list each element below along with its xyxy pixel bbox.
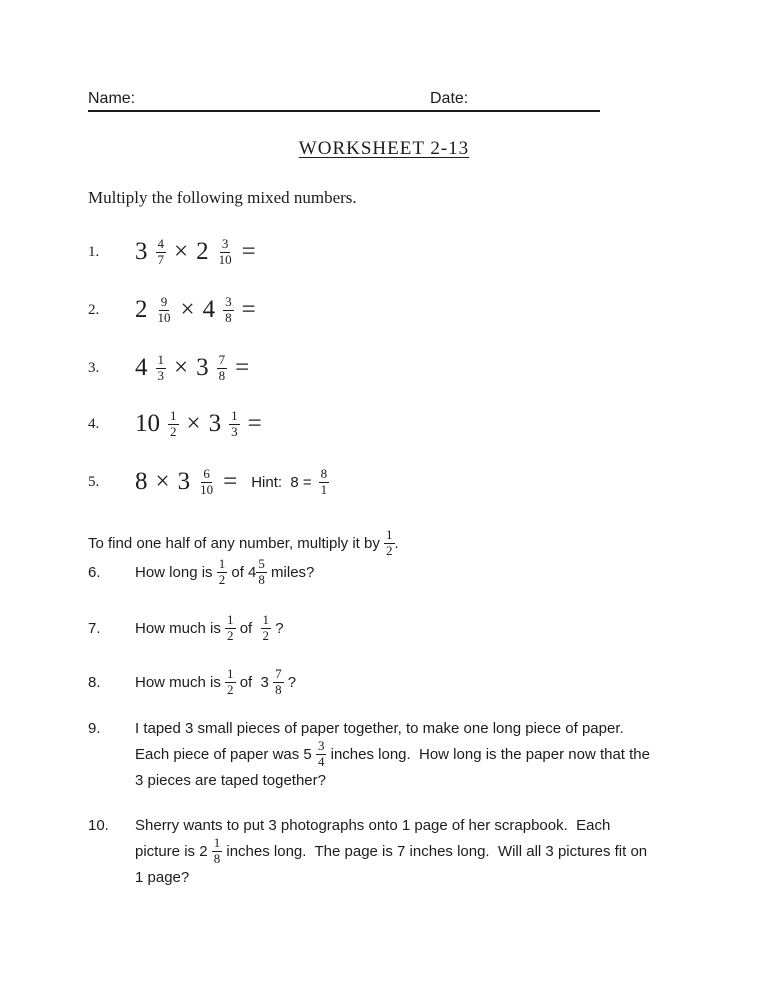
fraction-denominator: 8 bbox=[218, 367, 226, 383]
fraction-numerator: 1 bbox=[170, 408, 177, 424]
fraction-denominator: 3 bbox=[231, 423, 238, 439]
equals-sign: = bbox=[241, 296, 256, 323]
instruction-text: Multiply the following mixed numbers. bbox=[88, 188, 357, 207]
fraction-numerator: 4 bbox=[157, 236, 164, 252]
question-text: picture is 2 bbox=[135, 842, 212, 860]
whole-number: 2 bbox=[135, 296, 148, 323]
fraction-numerator: 6 bbox=[203, 466, 210, 482]
name-label: Name: bbox=[88, 90, 136, 107]
note-text: To find one half of any number, multiply it by bbox=[88, 534, 384, 552]
fraction bbox=[316, 739, 327, 768]
problem-1 bbox=[88, 230, 256, 274]
fraction-numerator: 1 bbox=[213, 835, 221, 851]
fraction bbox=[273, 667, 284, 696]
equals-sign: = bbox=[235, 354, 250, 381]
math-expression bbox=[135, 409, 262, 438]
fraction-denominator: 8 bbox=[258, 571, 265, 587]
fraction-denominator: 10 bbox=[200, 481, 214, 497]
problem-number: 2. bbox=[88, 301, 100, 318]
fraction-numerator: 8 bbox=[320, 466, 328, 482]
name-date-line bbox=[88, 88, 600, 112]
math-expression bbox=[135, 237, 256, 266]
problem-3 bbox=[88, 346, 249, 390]
whole-number: 3 bbox=[135, 238, 148, 265]
fraction bbox=[225, 613, 236, 642]
equals-sign: = bbox=[247, 410, 262, 437]
fraction-numerator: 1 bbox=[231, 408, 238, 424]
problem-7 bbox=[88, 613, 284, 643]
question-text: 3 pieces are taped together? bbox=[135, 771, 326, 789]
question-text: of 4 bbox=[227, 563, 257, 581]
question-text: of bbox=[235, 619, 261, 637]
fraction bbox=[225, 667, 236, 696]
fraction bbox=[384, 528, 395, 557]
question-text: ? bbox=[271, 619, 284, 637]
multiply-sign: × bbox=[174, 238, 189, 265]
fraction bbox=[212, 836, 223, 865]
problem-number: 3. bbox=[88, 359, 100, 376]
fraction bbox=[229, 409, 240, 438]
fraction bbox=[223, 295, 234, 324]
fraction-numerator: 7 bbox=[218, 352, 226, 368]
question-text: How much is bbox=[135, 673, 226, 691]
word-problem-text bbox=[135, 667, 296, 696]
whole-number: 10 bbox=[135, 410, 160, 437]
fraction-numerator: 3 bbox=[317, 738, 325, 754]
note-period: . bbox=[394, 534, 399, 552]
question-text: ? bbox=[283, 673, 297, 691]
equals-sign: = bbox=[241, 238, 256, 265]
fraction bbox=[168, 409, 179, 438]
question-text: miles? bbox=[266, 563, 315, 581]
hint-text: Hint: 8 = bbox=[251, 473, 312, 491]
fraction bbox=[319, 467, 330, 496]
fraction-denominator: 8 bbox=[225, 309, 232, 325]
fraction bbox=[217, 353, 228, 382]
problem-5 bbox=[88, 460, 329, 504]
fraction-denominator: 2 bbox=[386, 542, 393, 558]
fraction-denominator: 2 bbox=[227, 681, 234, 697]
fraction-denominator: 1 bbox=[320, 481, 328, 497]
multiply-sign: × bbox=[186, 410, 201, 437]
problem-number: 1. bbox=[88, 243, 100, 260]
problem-4 bbox=[88, 402, 262, 446]
question-text: of 3 bbox=[235, 673, 274, 691]
fraction-numerator: 5 bbox=[258, 556, 265, 572]
fraction-numerator: 3 bbox=[221, 236, 229, 252]
problem-number: 10. bbox=[88, 816, 109, 834]
fraction-denominator: 8 bbox=[213, 850, 221, 866]
fraction-numerator: 7 bbox=[275, 666, 282, 682]
question-text: inches long. The page is 7 inches long. Will all 3 pictures fit on bbox=[222, 842, 648, 860]
whole-number: 3 bbox=[208, 410, 222, 437]
word-problem-text bbox=[135, 715, 688, 793]
word-problem-text bbox=[135, 613, 284, 642]
whole-number: 3 bbox=[196, 354, 209, 381]
whole-number: 4 bbox=[202, 296, 216, 323]
question-text: inches long. How long is the paper now that the bbox=[326, 745, 650, 763]
fraction-denominator: 4 bbox=[317, 753, 325, 769]
fraction-numerator: 1 bbox=[157, 352, 164, 368]
question-text: Sherry wants to put 3 photographs onto 1 page of her scrapbook. Each bbox=[135, 816, 611, 834]
problem-number: 4. bbox=[88, 415, 100, 432]
fraction-numerator: 1 bbox=[386, 527, 393, 543]
problem-number: 8. bbox=[88, 673, 101, 691]
whole-number: 3 bbox=[177, 468, 191, 495]
fraction bbox=[217, 557, 228, 586]
word-problem-text bbox=[135, 557, 314, 586]
fraction-numerator: 1 bbox=[262, 612, 270, 628]
problem-6 bbox=[88, 557, 314, 587]
date-label: Date: bbox=[430, 90, 469, 107]
problem-number: 7. bbox=[88, 619, 101, 637]
question-text: I taped 3 small pieces of paper together, to make one long piece of paper. bbox=[135, 719, 624, 737]
problem-10 bbox=[88, 812, 688, 890]
page-title-text: WORKSHEET 2-13 bbox=[298, 138, 470, 159]
math-expression bbox=[135, 295, 256, 324]
fraction bbox=[217, 237, 234, 266]
fraction-denominator: 8 bbox=[275, 681, 282, 697]
question-text: How much is bbox=[135, 619, 226, 637]
multiply-sign: × bbox=[180, 296, 195, 323]
problem-2 bbox=[88, 288, 256, 332]
fraction-denominator: 2 bbox=[227, 627, 234, 643]
fraction bbox=[198, 467, 215, 496]
problem-8 bbox=[88, 667, 296, 697]
fraction-denominator: 2 bbox=[262, 627, 270, 643]
fraction-numerator: 1 bbox=[227, 666, 234, 682]
fraction-numerator: 9 bbox=[160, 294, 168, 310]
fraction-numerator: 1 bbox=[227, 612, 234, 628]
math-expression bbox=[135, 467, 237, 496]
fraction-denominator: 10 bbox=[218, 251, 232, 267]
fraction-denominator: 10 bbox=[157, 309, 171, 325]
fraction-numerator: 3 bbox=[225, 294, 232, 310]
problem-number: 9. bbox=[88, 719, 101, 737]
math-expression bbox=[135, 353, 249, 382]
equals-sign: = bbox=[223, 468, 238, 495]
fraction-denominator: 2 bbox=[170, 423, 177, 439]
fraction bbox=[256, 557, 267, 586]
fraction bbox=[156, 237, 167, 266]
question-text: 1 page? bbox=[135, 868, 190, 886]
whole-number: 8 bbox=[135, 468, 148, 495]
question-text: Each piece of paper was 5 bbox=[135, 745, 316, 763]
hint bbox=[251, 467, 329, 496]
question-text: How long is bbox=[135, 563, 217, 581]
multiply-sign: × bbox=[174, 354, 189, 381]
fraction-denominator: 3 bbox=[157, 367, 164, 383]
problem-number: 5. bbox=[88, 473, 100, 490]
whole-number: 4 bbox=[135, 354, 148, 381]
word-problem-text bbox=[135, 812, 688, 890]
fraction bbox=[261, 613, 272, 642]
whole-number: 2 bbox=[196, 238, 209, 265]
problem-number: 6. bbox=[88, 563, 101, 581]
fraction-denominator: 2 bbox=[218, 571, 226, 587]
page-title bbox=[0, 138, 768, 160]
problem-9 bbox=[88, 715, 688, 793]
fraction bbox=[156, 353, 167, 382]
fraction bbox=[156, 295, 173, 324]
multiply-sign: × bbox=[155, 468, 170, 495]
fraction-numerator: 1 bbox=[218, 556, 226, 572]
fraction-denominator: 7 bbox=[157, 251, 164, 267]
half-note bbox=[88, 528, 399, 558]
